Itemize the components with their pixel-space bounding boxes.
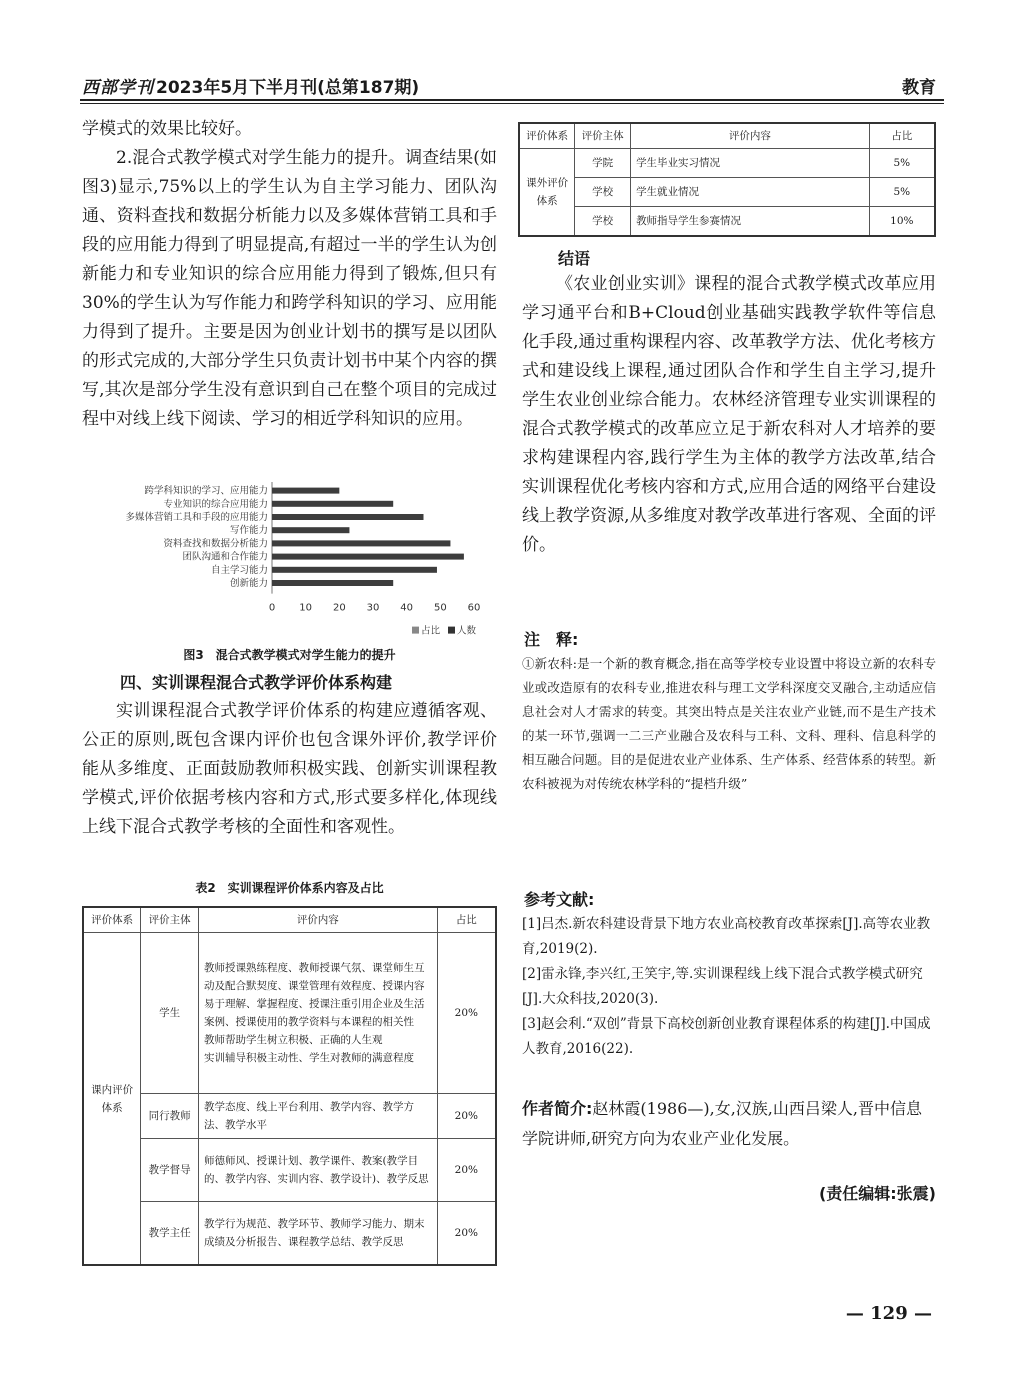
bar bbox=[272, 501, 393, 507]
table-header-cell: 占比 bbox=[437, 907, 496, 933]
category-label: 资料查找和数据分析能力 bbox=[163, 538, 268, 550]
table-header-cell: 评价内容 bbox=[199, 907, 438, 933]
conclusion-text bbox=[522, 270, 936, 560]
author-label: 作者简介: bbox=[522, 1099, 593, 1118]
x-tick-label: 30 bbox=[366, 602, 380, 614]
category-label: 团队沟通和合作能力 bbox=[182, 551, 268, 563]
left-column-text bbox=[82, 115, 497, 434]
x-tick-label: 20 bbox=[332, 602, 346, 614]
ratio-cell: 20% bbox=[437, 1139, 496, 1202]
x-tick-label: 40 bbox=[400, 602, 414, 614]
category-label: 写作能力 bbox=[229, 525, 268, 537]
table-header-cell: 评价主体 bbox=[575, 123, 631, 149]
author-text: 赵林霞(1986—),女,汉族,山西吕梁人,晋中信息学院讲师,研究方向为农业产业化发展。 bbox=[522, 1099, 922, 1148]
x-tick-label: 0 bbox=[268, 602, 276, 614]
table-row bbox=[83, 1202, 496, 1266]
subject-cell: 学校 bbox=[575, 207, 631, 237]
ratio-cell: 20% bbox=[437, 1094, 496, 1139]
content-cell: 教师指导学生参赛情况 bbox=[631, 207, 870, 237]
x-tick-label: 10 bbox=[299, 602, 313, 614]
conclusion-title: 结语 bbox=[558, 249, 591, 268]
header-rule-thin bbox=[80, 103, 944, 104]
bar bbox=[272, 580, 393, 586]
x-tick-label: 50 bbox=[433, 602, 447, 614]
legend-swatch bbox=[412, 627, 419, 634]
bar bbox=[272, 488, 339, 494]
category-label: 创新能力 bbox=[229, 578, 268, 589]
table-row bbox=[83, 933, 496, 1094]
table-header-row bbox=[519, 123, 935, 149]
journal-header bbox=[82, 73, 419, 98]
content-cell: 学生就业情况 bbox=[631, 178, 870, 207]
legend-label: 人数 bbox=[457, 625, 477, 637]
paragraph-evaluation: 实训课程混合式教学评价体系的构建应遵循客观、公正的原则,既包含课内评价也包含课外评价,教学评价能从多维度、正面鼓励教师积极实践、创新实训课程教学模式,评价依据考核内容和方式,形式要多样化,体现线上线下混合式教学考核的全面性和客观性。 bbox=[82, 701, 497, 837]
system-cell: 课外评价体系 bbox=[519, 149, 575, 237]
system-cell: 课内评价体系 bbox=[83, 933, 141, 1266]
subject-cell: 学校 bbox=[575, 178, 631, 207]
table-caption: 表2 实训课程评价体系内容及占比 bbox=[195, 881, 384, 895]
reference-item: [2]雷永锋,李兴红,王笑宇,等.实训课程线上线下混合式教学模式研究[J].大众科技,2020(3). bbox=[522, 966, 923, 1007]
table-row bbox=[519, 207, 935, 237]
category-label: 跨学科知识的学习、应用能力 bbox=[144, 485, 268, 497]
paragraph-ability: 2.混合式教学模式对学生能力的提升。调查结果(如图3)显示,75%以上的学生认为自主学习能力、团队沟通、资料查找和数据分析能力以及多媒体营销工具和手段的应用能力得到了明显提高,有超过一半的学生认为创新能力和专业知识的综合应用能力得到了锻炼,但只有30%的学生认为写作能力和跨学科知识的学习、应用能力得到了提升。主要是因为创业计划书的撰写是以团队的形式完成的,大部分学生只负责计划书中某个内容的撰写,其次是部分学生没有意识到自己在整个项目的完成过程中对线上线下阅读、学习的相近学科知识的应用。 bbox=[82, 148, 497, 429]
bar bbox=[272, 567, 437, 573]
table-row bbox=[519, 178, 935, 207]
table-row bbox=[83, 1094, 496, 1139]
page-number: — 129 — bbox=[845, 1303, 932, 1324]
ratio-cell: 20% bbox=[437, 933, 496, 1094]
paragraph-continued: 学模式的效果比较好。 bbox=[82, 119, 252, 139]
content-cell: 师德师风、授课计划、教学课件、教案(教学目的、教学内容、实训内容、教学设计)、教学反思 bbox=[199, 1139, 438, 1202]
ratio-cell: 5% bbox=[869, 178, 935, 207]
subject-cell: 学院 bbox=[575, 149, 631, 178]
table-header-row bbox=[83, 907, 496, 933]
legend-label: 占比 bbox=[421, 625, 441, 637]
paragraph-conclusion: 《农业创业实训》课程的混合式教学模式改革应用学习通平台和B+Cloud创业基础实践教学软件等信息化手段,通过重构课程内容、改革教学方法、优化考核方式和建设线上课程,通过团队合作和学生自主学习,提升学生农业创业综合能力。农林经济管理专业实训课程的混合式教学模式的改革应立足于新农科对人才培养的要求构建课程内容,践行学生为主体的教学方法改革,结合实训课程优化考核内容和方式,应用合适的网络平台建设线上教学资源,从多维度对教学改革进行客观、全面的评价。 bbox=[522, 274, 936, 555]
category-label: 专业知识的综合应用能力 bbox=[163, 498, 268, 510]
category-label: 多媒体营销工具和手段的应用能力 bbox=[125, 512, 268, 523]
table-header-cell: 评价体系 bbox=[519, 123, 575, 149]
subject-cell: 教学督导 bbox=[141, 1139, 199, 1202]
reference-item: [3]赵会利.“双创”背景下高校创新创业教育课程体系的构建[J].中国成人教育,2016(22). bbox=[522, 1016, 931, 1057]
ratio-cell: 10% bbox=[869, 207, 935, 237]
issue-info: 2023年5月下半月刊(总第187期) bbox=[156, 78, 420, 98]
bar bbox=[272, 514, 424, 520]
ratio-cell: 5% bbox=[869, 149, 935, 178]
subject-cell: 教学主任 bbox=[141, 1202, 199, 1266]
reference-list bbox=[522, 912, 936, 1062]
bar bbox=[272, 540, 450, 546]
table-row bbox=[83, 1139, 496, 1202]
editor-credit: (责任编辑:张震) bbox=[818, 1184, 936, 1203]
legend-swatch bbox=[448, 627, 455, 634]
x-tick-label: 60 bbox=[467, 602, 481, 614]
header-rule bbox=[80, 99, 944, 101]
references-title: 参考文献: bbox=[524, 890, 595, 909]
author-bio bbox=[522, 1094, 936, 1154]
table-header-cell: 评价体系 bbox=[83, 907, 141, 933]
subject-cell: 同行教师 bbox=[141, 1094, 199, 1139]
reference-item: [1]吕杰.新农科建设背景下地方农业高校教育改革探索[J].高等农业教育,2019(2). bbox=[522, 916, 931, 957]
section-name: 教育 bbox=[902, 78, 936, 98]
table-header-cell: 评价主体 bbox=[141, 907, 199, 933]
content-cell: 教学行为规范、教学环节、教师学习能力、期末成绩及分析报告、课程教学总结、教学反思 bbox=[199, 1202, 438, 1266]
ability-bar-chart bbox=[82, 478, 497, 638]
evaluation-table-continued bbox=[518, 122, 936, 237]
section-paragraph bbox=[82, 697, 497, 842]
evaluation-table bbox=[82, 906, 497, 1266]
content-cell: 教师授课熟练程度、教师授课气氛、课堂师生互动及配合默契度、课堂管理有效程度、授课内容易于理解、掌握程度、授课注重引用企业及生活案例、授课使用的教学资料与本课程的相关性 教师帮助学生树立积极、正确的人生观 实训辅导积极主动性、学生对教师的满意程度 bbox=[199, 933, 438, 1094]
table-header-cell: 评价内容 bbox=[631, 123, 870, 149]
table-header-cell: 占比 bbox=[869, 123, 935, 149]
bar bbox=[272, 554, 464, 560]
table-row bbox=[519, 149, 935, 178]
subject-cell: 学生 bbox=[141, 933, 199, 1094]
journal-logo: 西部学刊 bbox=[82, 78, 154, 98]
figure-caption: 图3 混合式教学模式对学生能力的提升 bbox=[183, 648, 396, 662]
note-1: ①新农科:是一个新的教育概念,指在高等学校专业设置中将设立新的农科专业或改造原有的农科专业,推进农科与理工文学科深度交叉融合,主动适应信息社会对人才需求的转变。其突出特点是关注农业产业链,而不是生产技术的某一环节,强调一二三产业融合及农科与工科、文科、理科、信息科学的相互融合问题。目的是促进农业产业体系、生产体系、经营体系的转型。新农科被视为对传统农林学科的“提档升级” bbox=[522, 656, 936, 791]
ratio-cell: 20% bbox=[437, 1202, 496, 1266]
section-title: 四、实训课程混合式教学评价体系构建 bbox=[120, 673, 393, 692]
notes-title: 注 释: bbox=[524, 630, 579, 649]
content-cell: 学生毕业实习情况 bbox=[631, 149, 870, 178]
bar bbox=[272, 527, 349, 533]
category-label: 自主学习能力 bbox=[210, 564, 268, 576]
content-cell: 教学态度、线上平台利用、教学内容、教学方法、教学水平 bbox=[199, 1094, 438, 1139]
